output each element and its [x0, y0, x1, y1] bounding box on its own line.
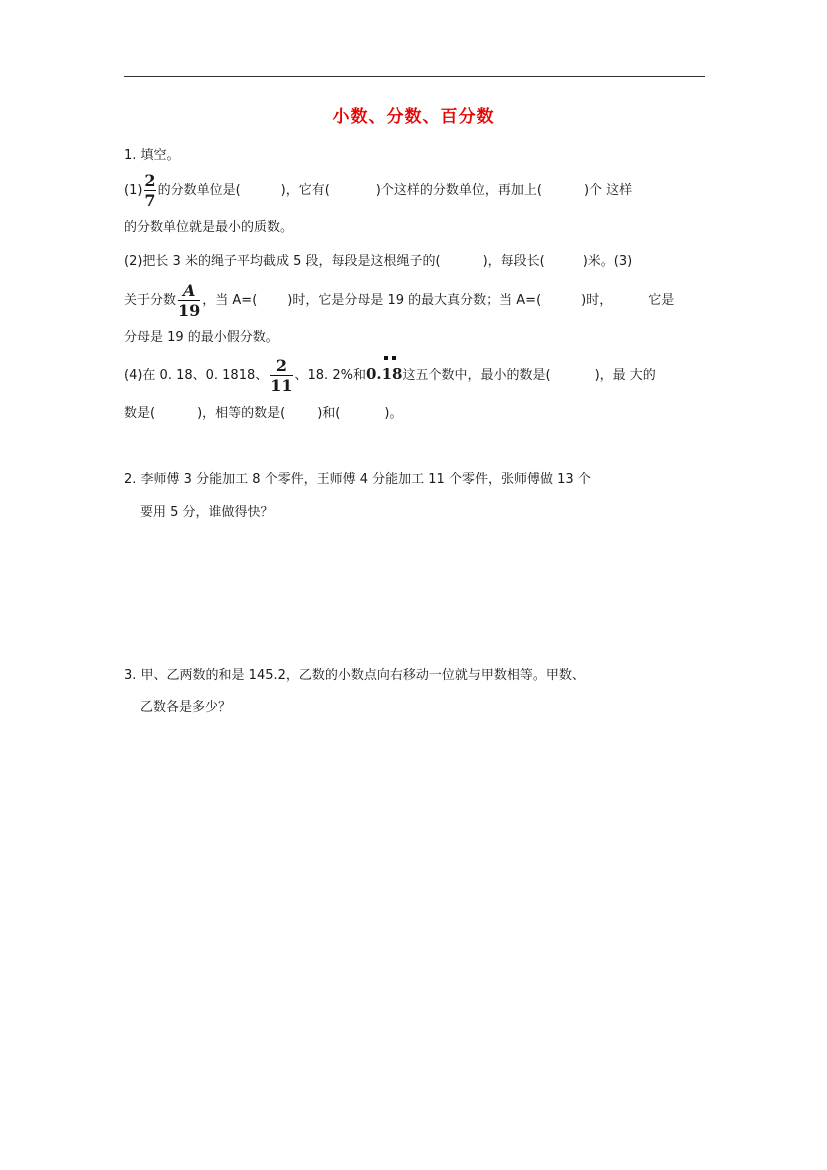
page-title: 小数、分数、百分数 — [332, 107, 495, 127]
q1-part4-line1: (4)在 0. 18、0. 1818、 $\frac{2}{11}$ 、18. 2%和0.18 这五个数中，最小的数是( )，最 大的 — [124, 356, 656, 395]
q1-part1-label: (1) — [124, 183, 143, 198]
q1-part3-line1: 关于分数 $\frac{A}{19}$ ，当 A=( )时，它是分母是 19 的最大真分数；当 A=( )时， 它是 — [124, 281, 675, 320]
repeat-dot-icon — [384, 356, 388, 360]
repeating-decimal: 0.18 — [366, 365, 403, 383]
fraction-a-19: $\frac{A}{19}$ — [178, 281, 201, 320]
repeat-dot-icon — [392, 356, 396, 360]
q2-line2: 要用 5 分，谁做得快？ — [140, 505, 274, 520]
q1-heading: 1. 填空。 — [124, 148, 180, 163]
q1-part4-line2: 数是( )，相等的数是( )和( )。 — [124, 406, 403, 421]
q1-part3-line2: 分母是 19 的最小假分数。 — [124, 330, 279, 345]
fraction-2-7: $\frac{2}{7}$ — [144, 171, 156, 210]
q1-part1-line2: 的分数单位就是最小的质数。 — [124, 220, 294, 235]
q2-line1: 2. 李师傅 3 分能加工 8 个零件，王师傅 4 分能加工 11 个零件，张师傅做 13 个 — [124, 472, 591, 487]
q3-line1: 3. 甲、乙两数的和是 145.2，乙数的小数点向右移动一位就与甲数相等。甲数、 — [124, 668, 585, 683]
q1-part1-line1: (1) $\frac{2}{7}$ 的分数单位是( )，它有( )个这样的分数单位，再加上( )个 这样 — [124, 171, 633, 210]
q3-line2: 乙数各是多少？ — [140, 700, 232, 715]
header-rule — [124, 76, 705, 77]
q1-part2-line: (2)把长 3 米的绳子平均截成 5 段，每段是这根绳子的( )，每段长( )米。(3) — [124, 254, 633, 269]
fraction-2-11: $\frac{2}{11}$ — [270, 356, 293, 395]
